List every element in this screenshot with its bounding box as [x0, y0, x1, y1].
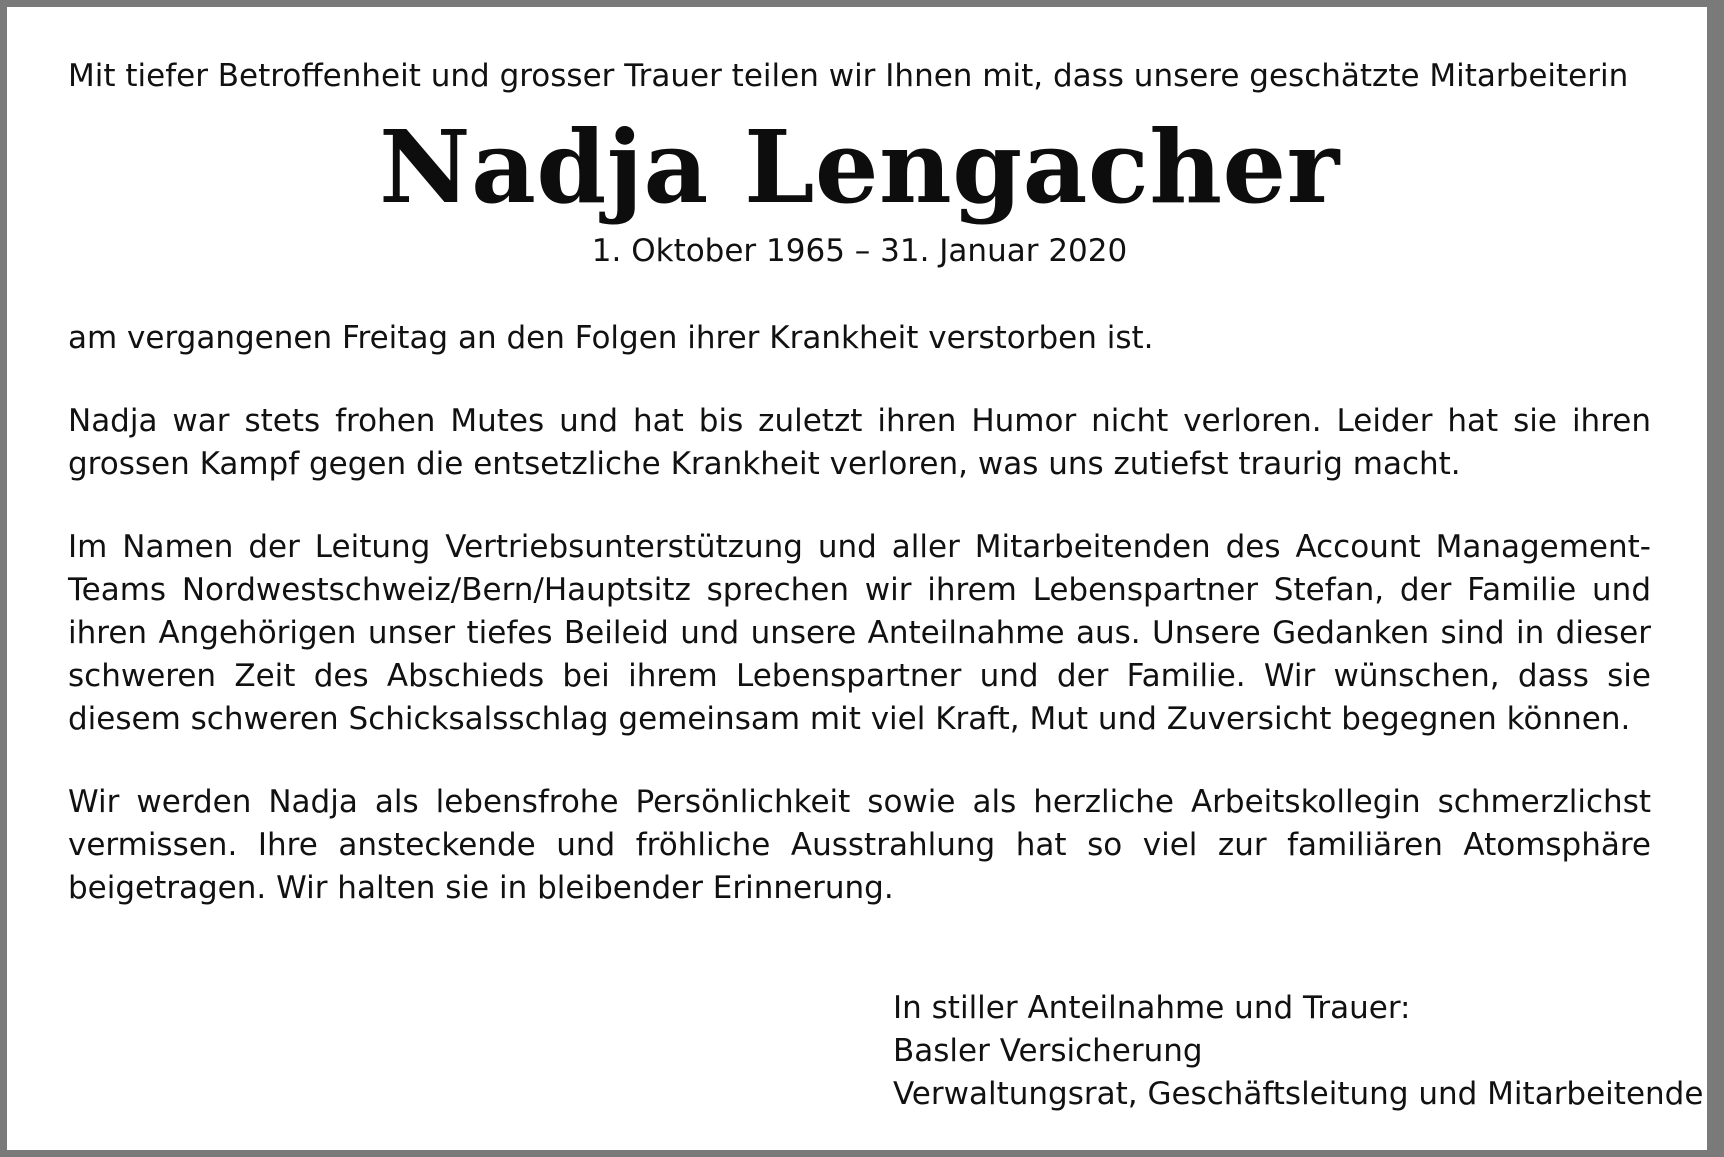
paragraph-remembrance: Nadja war stets frohen Mutes und hat bis zuletzt ihren Humor nicht verloren. Leider hat sie ihren grossen Kampf gegen die entsetzliche Krankheit verloren, was uns zutiefst traurig macht.: [68, 403, 1651, 482]
paragraph-condolences: Im Namen der Leitung Vertriebsunterstützung und aller Mitarbeitenden des Account Management-Teams Nordwestschweiz/Bern/Hauptsitz sprechen wir ihrem Lebenspartner Stefan, der Familie und ihren Angehörigen unser tiefes Beileid und unsere Anteilnahme aus. Unsere Gedanken sind in dieser schweren Zeit des Abschieds bei ihrem Lebenspartner und der Familie. Wir wünschen, dass sie diesem schweren Schicksalsschlag gemeinsam mit viel Kraft, Mut und Zuversicht begegnen können.: [68, 529, 1651, 737]
life-dates: 1. Oktober 1965 – 31. Januar 2020: [591, 233, 1128, 269]
deceased-name: Nadja Lengacher: [379, 108, 1340, 226]
signature-block: [893, 987, 1703, 1116]
signature-line-departments: Verwaltungsrat, Geschäftsleitung und Mitarbeitende: [893, 1076, 1704, 1112]
paragraph-farewell: Wir werden Nadja als lebensfrohe Persönlichkeit sowie als herzliche Arbeitskollegin schmerzlichst vermissen. Ihre ansteckende und fröhliche Ausstrahlung hat so viel zur familiären Atomsphäre beigetragen. Wir halten sie in bleibender Erinnerung.: [68, 784, 1651, 906]
signature-line-greeting: In stiller Anteilnahme und Trauer:: [893, 990, 1411, 1026]
obituary-notice: [7, 7, 1707, 1150]
signature-line-company: Basler Versicherung: [893, 1033, 1203, 1069]
intro-text: Mit tiefer Betroffenheit und grosser Trauer teilen wir Ihnen mit, dass unsere geschätzte Mitarbeiterin: [68, 58, 1629, 94]
paragraph-death-notice: am vergangenen Freitag an den Folgen ihrer Krankheit verstorben ist.: [68, 320, 1154, 356]
